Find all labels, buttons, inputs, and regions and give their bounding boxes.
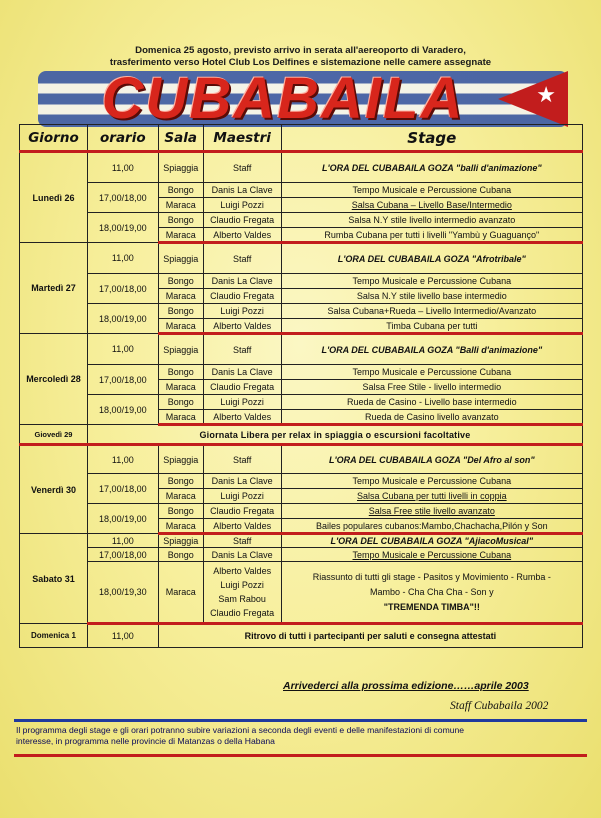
stage-cell: Tempo Musicale e Percussione Cubana — [281, 548, 582, 562]
blue-divider — [14, 719, 587, 722]
header-orario: orario — [87, 125, 158, 152]
table-row — [20, 152, 583, 183]
footer-note — [16, 725, 586, 747]
sala-cell: Bongo — [158, 274, 203, 289]
sala-cell: Maraca — [158, 562, 203, 624]
sala-cell: Maraca — [158, 380, 203, 395]
footer-line-2: interesse, in programma nelle provincie di Matanzas o della Habana — [16, 736, 275, 746]
orario-cell: 17,00/18,00 — [87, 548, 158, 562]
stage-cell: Tempo Musicale e Percussione Cubana — [281, 474, 582, 489]
orario-cell: 18,00/19,00 — [87, 395, 158, 425]
maestro-name: Luigi Pozzi — [220, 580, 264, 590]
sala-cell: Bongo — [158, 474, 203, 489]
table-row — [20, 243, 583, 274]
orario-cell: 18,00/19,00 — [87, 504, 158, 534]
maestri-cell: Staff — [203, 334, 281, 365]
maestri-cell: Claudio Fregata — [203, 380, 281, 395]
stage-cell: Rumba Cubana per tutti i livelli "Yambù y Guaguanço" — [281, 228, 582, 243]
stage-cell: Tempo Musicale e Percussione Cubana — [281, 183, 582, 198]
day-label: Lunedì 26 — [20, 152, 88, 243]
orario-cell: 17,00/18,00 — [87, 274, 158, 304]
table-row — [20, 534, 583, 548]
header-giorno: Giorno — [20, 125, 88, 152]
stage-cell: L'ORA DEL CUBABAILA GOZA "balli d'animazione" — [281, 152, 582, 183]
table-header-row — [20, 125, 583, 152]
schedule-table — [19, 124, 583, 648]
footer-line-1: Il programma degli stage e gli orari potranno subire variazioni a seconda degli eventi e delle manifestazioni di comune — [16, 725, 465, 735]
stage-cell: Tempo Musicale e Percussione Cubana — [281, 274, 582, 289]
stage-cell: Salsa Free Stile - livello intermedio — [281, 380, 582, 395]
sala-cell: Bongo — [158, 395, 203, 410]
stage-cell: Rueda de Casino - Livello base intermedio — [281, 395, 582, 410]
stage-cell: Salsa Cubana+Rueda – Livello Intermedio/Avanzato — [281, 304, 582, 319]
sala-cell: Maraca — [158, 289, 203, 304]
staff-signature: Staff Cubabaila 2002 — [450, 700, 549, 712]
maestri-cell: Claudio Fregata — [203, 289, 281, 304]
stage-cell: Salsa N.Y stile livello intermedio avanzato — [281, 213, 582, 228]
sala-cell: Bongo — [158, 548, 203, 562]
sala-cell: Spiaggia — [158, 534, 203, 548]
day-label: Giovedì 29 — [20, 425, 88, 445]
orario-cell: 11,00 — [87, 152, 158, 183]
orario-cell: 11,00 — [87, 334, 158, 365]
table-row — [20, 504, 583, 519]
stage-cell: Salsa Cubana per tutti livelli in coppia — [281, 489, 582, 504]
table-row — [20, 304, 583, 319]
sala-cell: Spiaggia — [158, 243, 203, 274]
red-divider — [14, 754, 587, 757]
stage-line: "TREMENDA TIMBA"!! — [383, 601, 480, 612]
stage-cell: L'ORA DEL CUBABAILA GOZA "Balli d'animazione" — [281, 334, 582, 365]
table-row — [20, 365, 583, 380]
sala-cell: Maraca — [158, 489, 203, 504]
sala-cell: Maraca — [158, 410, 203, 425]
intro-line-2: trasferimento verso Hotel Club Los Delfines e sistemazione nelle camere assegnate — [109, 57, 492, 68]
header-sala: Sala — [158, 125, 203, 152]
sala-cell: Maraca — [158, 519, 203, 534]
maestro-name: Sam Rabou — [218, 594, 266, 604]
stage-cell: Bailes populares cubanos:Mambo,Chachacha,Pilón y Son — [281, 519, 582, 534]
table-row — [20, 395, 583, 410]
orario-cell: 11,00 — [87, 624, 158, 648]
header-maestri: Maestri — [203, 125, 281, 152]
table-row — [20, 274, 583, 289]
table-row — [20, 183, 583, 198]
maestri-cell: Alberto Valdes — [203, 410, 281, 425]
maestro-name: Claudio Fregata — [210, 608, 275, 618]
sala-cell: Bongo — [158, 213, 203, 228]
free-day-text: Giornata Libera per relax in spiaggia o escursioni facoltative — [87, 425, 582, 445]
table-row — [20, 334, 583, 365]
orario-cell: 17,00/18,00 — [87, 183, 158, 213]
logo-title: CUBABAILA — [101, 66, 465, 131]
maestri-cell: Danis La Clave — [203, 548, 281, 562]
sala-cell: Maraca — [158, 198, 203, 213]
maestri-cell: Danis La Clave — [203, 365, 281, 380]
maestri-cell: Luigi Pozzi — [203, 304, 281, 319]
sala-cell: Maraca — [158, 228, 203, 243]
sala-cell: Bongo — [158, 504, 203, 519]
table-row — [20, 624, 583, 648]
maestri-cell: Alberto Valdes — [203, 228, 281, 243]
ritrovo-text: Ritrovo di tutti i partecipanti per saluti e consegna attestati — [158, 624, 582, 648]
orario-cell: 18,00/19,30 — [87, 562, 158, 624]
stage-line: Mambo - Cha Cha Cha - Son y — [370, 586, 494, 597]
maestri-cell: Luigi Pozzi — [203, 198, 281, 213]
stage-summary — [281, 562, 582, 624]
arrivederci-text: Arrivederci alla prossima edizione……aprile 2003 — [283, 680, 529, 692]
table-row — [20, 425, 583, 445]
stage-cell: Tempo Musicale e Percussione Cubana — [281, 365, 582, 380]
table-row — [20, 562, 583, 624]
table-row — [20, 548, 583, 562]
orario-cell: 11,00 — [87, 243, 158, 274]
orario-cell: 11,00 — [87, 445, 158, 474]
sala-cell: Bongo — [158, 304, 203, 319]
maestri-list — [203, 562, 281, 624]
orario-cell: 18,00/19,00 — [87, 304, 158, 334]
stage-cell: Rueda de Casino livello avanzato — [281, 410, 582, 425]
maestri-cell: Danis La Clave — [203, 183, 281, 198]
maestri-cell: Staff — [203, 534, 281, 548]
stage-cell: L'ORA DEL CUBABAILA GOZA "Afrotribale" — [281, 243, 582, 274]
day-label: Venerdì 30 — [20, 445, 88, 534]
table-row — [20, 213, 583, 228]
sala-cell: Maraca — [158, 319, 203, 334]
table-row — [20, 445, 583, 474]
day-label: Mercoledì 28 — [20, 334, 88, 425]
sala-cell: Spiaggia — [158, 445, 203, 474]
sala-cell: Bongo — [158, 365, 203, 380]
sala-cell: Spiaggia — [158, 152, 203, 183]
stage-cell: Timba Cubana per tutti — [281, 319, 582, 334]
maestri-cell: Staff — [203, 243, 281, 274]
maestri-cell: Luigi Pozzi — [203, 395, 281, 410]
maestri-cell: Alberto Valdes — [203, 319, 281, 334]
intro-line-1: Domenica 25 agosto, previsto arrivo in serata all'aereoporto di Varadero, — [135, 45, 466, 56]
table-row — [20, 474, 583, 489]
cubabaila-logo — [38, 66, 568, 131]
orario-cell: 18,00/19,00 — [87, 213, 158, 243]
stage-cell: Salsa Cubana – Livello Base/Intermedio — [281, 198, 582, 213]
maestri-cell: Claudio Fregata — [203, 504, 281, 519]
orario-cell: 17,00/18,00 — [87, 365, 158, 395]
sala-cell: Bongo — [158, 183, 203, 198]
stage-line: Riassunto di tutti gli stage - Pasitos y Movimiento - Rumba - — [312, 571, 551, 582]
maestri-cell: Luigi Pozzi — [203, 489, 281, 504]
day-label: Sabato 31 — [20, 534, 88, 624]
star-icon: ★ — [536, 83, 556, 108]
maestri-cell: Staff — [203, 445, 281, 474]
day-label: Domenica 1 — [20, 624, 88, 648]
maestri-cell: Danis La Clave — [203, 274, 281, 289]
maestri-cell: Claudio Fregata — [203, 213, 281, 228]
maestro-name: Alberto Valdes — [213, 566, 272, 576]
maestri-cell: Staff — [203, 152, 281, 183]
orario-cell: 17,00/18,00 — [87, 474, 158, 504]
sala-cell: Spiaggia — [158, 334, 203, 365]
day-label: Martedì 27 — [20, 243, 88, 334]
maestri-cell: Danis La Clave — [203, 474, 281, 489]
header-stage: Stage — [281, 125, 582, 152]
stage-cell: L'ORA DEL CUBABAILA GOZA "AjiacoMusical" — [281, 534, 582, 548]
maestri-cell: Alberto Valdes — [203, 519, 281, 534]
stage-cell: L'ORA DEL CUBABAILA GOZA "Del Afro al son" — [281, 445, 582, 474]
orario-cell: 11,00 — [87, 534, 158, 548]
stage-cell: Salsa Free stile livello avanzato — [281, 504, 582, 519]
stage-cell: Salsa N.Y stile livello base intermedio — [281, 289, 582, 304]
